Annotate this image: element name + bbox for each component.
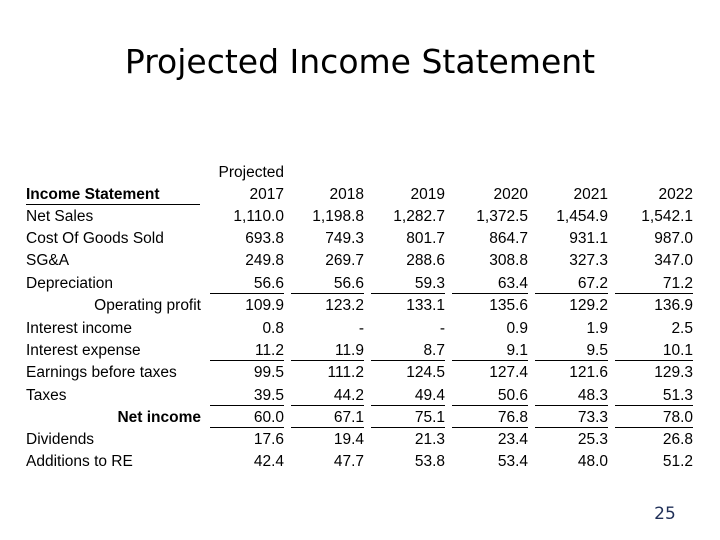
header-label: Income Statement xyxy=(26,186,200,205)
table-cell: 19.4 xyxy=(333,431,364,448)
table-cell: 49.4 xyxy=(371,387,445,406)
table-cell: 136.9 xyxy=(654,296,693,314)
table-cell: 693.8 xyxy=(245,230,284,248)
row-label: Interest expense xyxy=(26,342,141,360)
table-cell: 987.0 xyxy=(654,230,693,248)
row-label: Depreciation xyxy=(26,274,114,292)
row-label: Cost Of Goods Sold xyxy=(26,230,164,248)
table-cell: 864.7 xyxy=(489,230,528,248)
table-cell: 21.3 xyxy=(414,431,445,448)
table-cell: 129.3 xyxy=(654,364,693,382)
table-cell: - xyxy=(358,320,364,337)
slide-title: Projected Income Statement xyxy=(124,42,596,81)
table-cell: 109.9 xyxy=(245,296,284,314)
row-label: Operating profit xyxy=(94,296,201,314)
table-cell: 1,542.1 xyxy=(641,208,693,225)
row-label: SG&A xyxy=(26,252,70,270)
table-cell: 123.2 xyxy=(325,296,364,314)
year-header-2019: 2019 xyxy=(410,186,445,203)
table-cell: 9.5 xyxy=(535,342,608,361)
year-header-2022: 2022 xyxy=(658,186,693,203)
row-label: Taxes xyxy=(26,386,67,404)
table-cell: 59.3 xyxy=(371,275,445,294)
table-cell: 51.2 xyxy=(662,453,693,471)
table-cell: 17.6 xyxy=(253,431,284,448)
table-cell: 121.6 xyxy=(569,364,608,382)
table-cell: 48.0 xyxy=(577,453,608,471)
table-cell: 11.2 xyxy=(210,342,284,361)
table-cell: 249.8 xyxy=(245,252,284,270)
table-cell: 9.1 xyxy=(452,342,528,361)
table-cell: 11.9 xyxy=(291,342,364,361)
table-cell: 47.7 xyxy=(333,453,364,471)
table-cell: 99.5 xyxy=(253,364,284,382)
table-cell: 124.5 xyxy=(406,364,445,382)
row-label: Dividends xyxy=(26,431,95,448)
row-label: Additions to RE xyxy=(26,453,133,471)
table-cell: 1,454.9 xyxy=(556,208,608,225)
table-cell: 133.1 xyxy=(406,296,445,314)
table-cell: 75.1 xyxy=(371,409,445,428)
page-number: 25 xyxy=(654,504,676,524)
table-cell: 1,372.5 xyxy=(476,208,528,225)
row-label: Interest income xyxy=(26,320,132,337)
table-cell: 0.8 xyxy=(262,320,284,337)
table-cell: 67.2 xyxy=(535,275,608,294)
table-cell: 44.2 xyxy=(291,387,364,406)
year-header-2017: 2017 xyxy=(249,186,284,203)
table-cell: 48.3 xyxy=(535,387,608,406)
row-label: Net Sales xyxy=(26,208,94,225)
table-cell: 8.7 xyxy=(371,342,445,361)
table-cell: 127.4 xyxy=(489,364,528,382)
table-cell: 931.1 xyxy=(569,230,608,248)
table-cell: 0.9 xyxy=(506,320,528,337)
table-cell: 51.3 xyxy=(615,387,693,406)
table-cell: 749.3 xyxy=(325,230,364,248)
table-cell: 23.4 xyxy=(497,431,528,448)
year-header-2021: 2021 xyxy=(573,186,608,203)
table-cell: 1,198.8 xyxy=(312,208,364,225)
projected-label: Projected xyxy=(218,164,284,181)
table-cell: - xyxy=(439,320,445,337)
table-cell: 67.1 xyxy=(291,409,364,428)
table-cell: 78.0 xyxy=(615,409,693,428)
table-cell: 347.0 xyxy=(654,252,693,270)
table-cell: 327.3 xyxy=(569,252,608,270)
table-cell: 25.3 xyxy=(577,431,608,448)
table-cell: 60.0 xyxy=(210,409,284,428)
table-cell: 71.2 xyxy=(615,275,693,294)
year-header-2020: 2020 xyxy=(493,186,528,203)
table-cell: 26.8 xyxy=(662,431,693,448)
table-cell: 56.6 xyxy=(210,275,284,294)
table-cell: 2.5 xyxy=(671,320,693,337)
table-cell: 39.5 xyxy=(210,387,284,406)
row-label: Net income xyxy=(117,408,201,426)
table-cell: 111.2 xyxy=(327,364,364,382)
table-cell: 1,110.0 xyxy=(233,208,284,225)
year-header-2018: 2018 xyxy=(329,186,364,203)
table-cell: 1,282.7 xyxy=(393,208,445,225)
table-cell: 53.4 xyxy=(497,453,528,471)
table-cell: 801.7 xyxy=(406,230,445,248)
table-cell: 50.6 xyxy=(452,387,528,406)
table-cell: 1.9 xyxy=(586,320,608,337)
table-cell: 135.6 xyxy=(489,296,528,314)
table-cell: 73.3 xyxy=(535,409,608,428)
table-cell: 269.7 xyxy=(325,252,364,270)
table-cell: 63.4 xyxy=(452,275,528,294)
row-label: Earnings before taxes xyxy=(26,364,177,382)
table-cell: 288.6 xyxy=(406,252,445,270)
table-cell: 42.4 xyxy=(253,453,284,471)
table-cell: 308.8 xyxy=(489,252,528,270)
table-cell: 56.6 xyxy=(291,275,364,294)
table-cell: 53.8 xyxy=(414,453,445,471)
table-cell: 10.1 xyxy=(615,342,693,361)
table-cell: 129.2 xyxy=(569,296,608,314)
table-cell: 76.8 xyxy=(452,409,528,428)
